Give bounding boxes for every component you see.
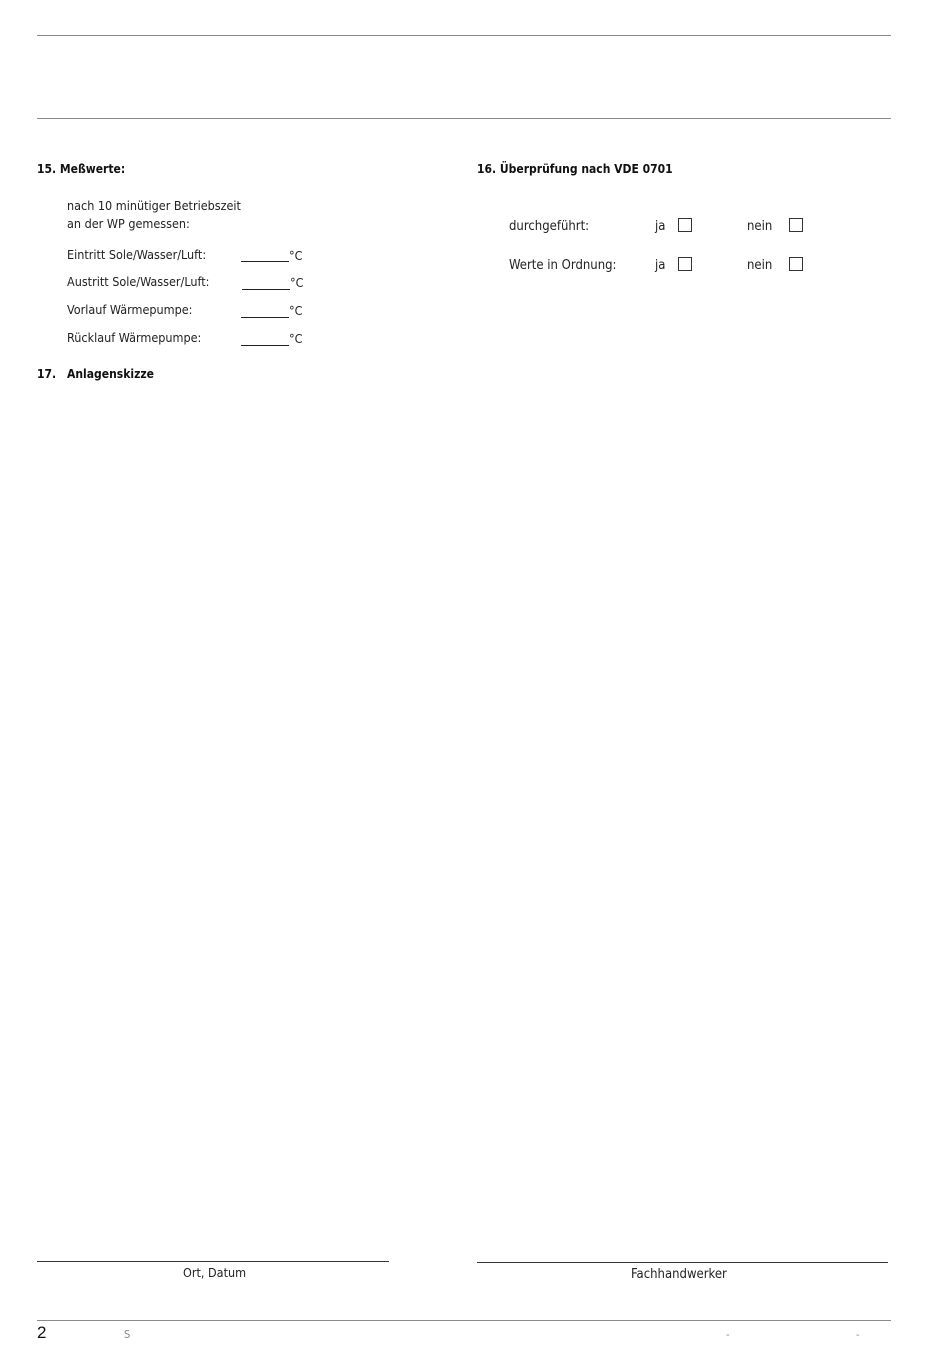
signature-label-left: Ort, Datum xyxy=(183,1265,247,1280)
page-number: 2 xyxy=(37,1323,47,1342)
footer-mark-mid: - xyxy=(726,1328,730,1341)
checkbox-ja-werte[interactable] xyxy=(678,257,692,271)
checkbox-nein-durchgefuehrt[interactable] xyxy=(789,218,803,232)
measure-label-vorlauf: Vorlauf Wärmepumpe: xyxy=(67,302,193,317)
check-ja-label-durchgefuehrt: ja xyxy=(655,219,666,234)
signature-line-left[interactable] xyxy=(37,1261,389,1262)
checkbox-ja-durchgefuehrt[interactable] xyxy=(678,218,692,232)
section-15-intro-line2: an der WP gemessen: xyxy=(67,216,190,231)
check-nein-label-durchgefuehrt: nein xyxy=(747,219,773,234)
measure-label-austritt: Austritt Sole/Wasser/Luft: xyxy=(67,274,210,289)
measure-input-eintritt[interactable] xyxy=(241,261,289,262)
measure-unit-vorlauf: °C xyxy=(289,303,303,318)
checkbox-nein-werte[interactable] xyxy=(789,257,803,271)
header-rule-bottom xyxy=(37,118,891,119)
section-17-title: Anlagenskizze xyxy=(67,367,154,381)
section-15-title: 15. Meßwerte: xyxy=(37,162,126,176)
measure-label-eintritt: Eintritt Sole/Wasser/Luft: xyxy=(67,247,207,262)
signature-line-right[interactable] xyxy=(477,1262,888,1263)
section-16-title: 16. Überprüfung nach VDE 0701 xyxy=(477,162,673,176)
footer-rule xyxy=(37,1320,891,1321)
section-17-number: 17. xyxy=(37,367,57,381)
check-label-durchgefuehrt: durchgeführt: xyxy=(509,219,590,234)
check-ja-label-werte: ja xyxy=(655,258,666,273)
check-label-werte: Werte in Ordnung: xyxy=(509,258,617,273)
measure-label-ruecklauf: Rücklauf Wärmepumpe: xyxy=(67,330,202,345)
measure-input-vorlauf[interactable] xyxy=(241,317,289,318)
measure-input-ruecklauf[interactable] xyxy=(241,345,289,346)
measure-unit-eintritt: °C xyxy=(289,248,303,263)
measure-unit-austritt: °C xyxy=(290,275,304,290)
check-nein-label-werte: nein xyxy=(747,258,773,273)
footer-mark-right: - xyxy=(856,1328,860,1341)
measure-input-austritt[interactable] xyxy=(242,289,290,290)
footer-mark-left: S xyxy=(124,1328,131,1341)
measure-unit-ruecklauf: °C xyxy=(289,331,303,346)
section-15-intro-line1: nach 10 minütiger Betriebszeit xyxy=(67,198,241,213)
header-rule-top xyxy=(37,35,891,36)
signature-label-right: Fachhandwerker xyxy=(631,1267,727,1282)
